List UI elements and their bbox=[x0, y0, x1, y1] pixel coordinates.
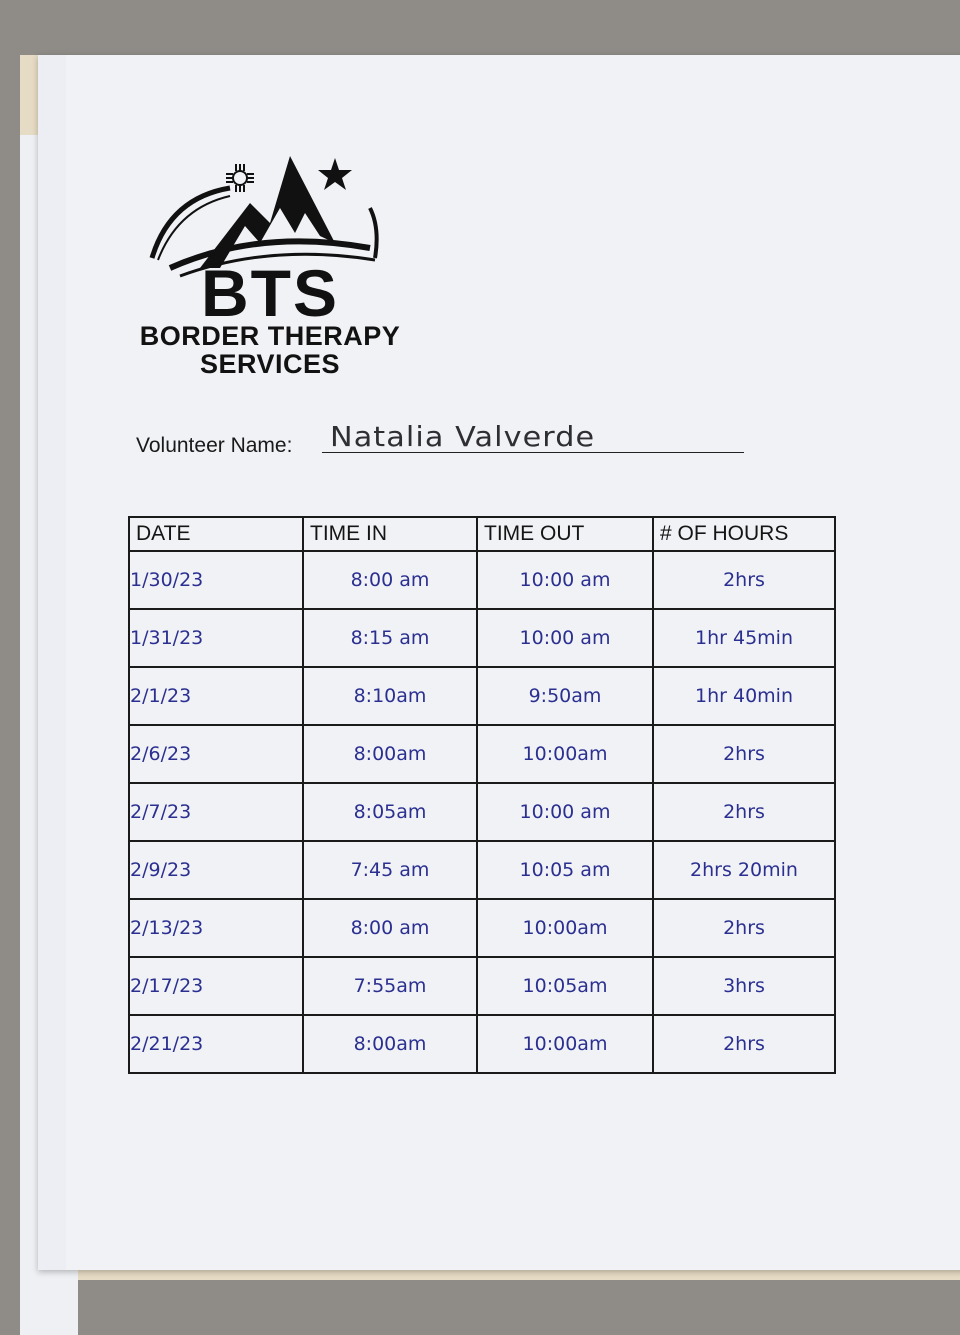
star-icon bbox=[318, 158, 352, 190]
header-date: DATE bbox=[129, 517, 303, 551]
header-time-out: TIME OUT bbox=[477, 517, 653, 551]
date-cell: 2/21/23 bbox=[129, 1015, 303, 1073]
logo-letters: BTS bbox=[201, 256, 339, 328]
date-cell: 2/7/23 bbox=[129, 783, 303, 841]
hours-cell: 2hrs 20min bbox=[653, 841, 835, 899]
organization-name bbox=[130, 322, 410, 378]
time-out-cell: 10:00am bbox=[477, 725, 653, 783]
table-row bbox=[129, 957, 835, 1015]
time-in-cell: 8:00am bbox=[303, 725, 477, 783]
time-in-cell: 8:00am bbox=[303, 1015, 477, 1073]
hours-cell: 2hrs bbox=[653, 1015, 835, 1073]
time-out-cell: 10:05 am bbox=[477, 841, 653, 899]
date-cell: 2/1/23 bbox=[129, 667, 303, 725]
zia-sun-icon bbox=[226, 164, 254, 192]
header-time-in: TIME IN bbox=[303, 517, 477, 551]
hours-cell: 2hrs bbox=[653, 899, 835, 957]
time-out-cell: 10:00am bbox=[477, 899, 653, 957]
mountain-logo-icon bbox=[130, 148, 410, 328]
hours-cell: 2hrs bbox=[653, 783, 835, 841]
hours-cell: 3hrs bbox=[653, 957, 835, 1015]
organization-name-line1: BORDER THERAPY bbox=[139, 321, 401, 351]
hours-cell: 2hrs bbox=[653, 551, 835, 609]
volunteer-name-label: Volunteer Name: bbox=[136, 434, 293, 457]
time-out-cell: 9:50am bbox=[477, 667, 653, 725]
time-in-cell: 8:05am bbox=[303, 783, 477, 841]
organization-name-line2: SERVICES bbox=[199, 349, 341, 379]
table-row bbox=[129, 841, 835, 899]
date-cell: 2/13/23 bbox=[129, 899, 303, 957]
time-in-cell: 7:45 am bbox=[303, 841, 477, 899]
hours-cell: 2hrs bbox=[653, 725, 835, 783]
time-out-cell: 10:00 am bbox=[477, 783, 653, 841]
table-row bbox=[129, 783, 835, 841]
volunteer-name-value: Natalia Valverde bbox=[330, 420, 596, 453]
time-out-cell: 10:00 am bbox=[477, 551, 653, 609]
date-cell: 2/6/23 bbox=[129, 725, 303, 783]
table-row bbox=[129, 899, 835, 957]
table-row bbox=[129, 609, 835, 667]
time-in-cell: 8:00 am bbox=[303, 899, 477, 957]
table-row bbox=[129, 667, 835, 725]
hours-cell: 1hr 45min bbox=[653, 609, 835, 667]
hours-log-table bbox=[128, 516, 836, 1074]
table-row bbox=[129, 725, 835, 783]
table-row bbox=[129, 551, 835, 609]
date-cell: 1/31/23 bbox=[129, 609, 303, 667]
time-in-cell: 7:55am bbox=[303, 957, 477, 1015]
table-header-row bbox=[129, 517, 835, 551]
date-cell: 2/9/23 bbox=[129, 841, 303, 899]
date-cell: 1/30/23 bbox=[129, 551, 303, 609]
table-row bbox=[129, 1015, 835, 1073]
time-out-cell: 10:05am bbox=[477, 957, 653, 1015]
date-cell: 2/17/23 bbox=[129, 957, 303, 1015]
time-in-cell: 8:00 am bbox=[303, 551, 477, 609]
header-hours: # OF HOURS bbox=[653, 517, 835, 551]
time-in-cell: 8:10am bbox=[303, 667, 477, 725]
hours-cell: 1hr 40min bbox=[653, 667, 835, 725]
time-out-cell: 10:00 am bbox=[477, 609, 653, 667]
time-out-cell: 10:00am bbox=[477, 1015, 653, 1073]
time-in-cell: 8:15 am bbox=[303, 609, 477, 667]
